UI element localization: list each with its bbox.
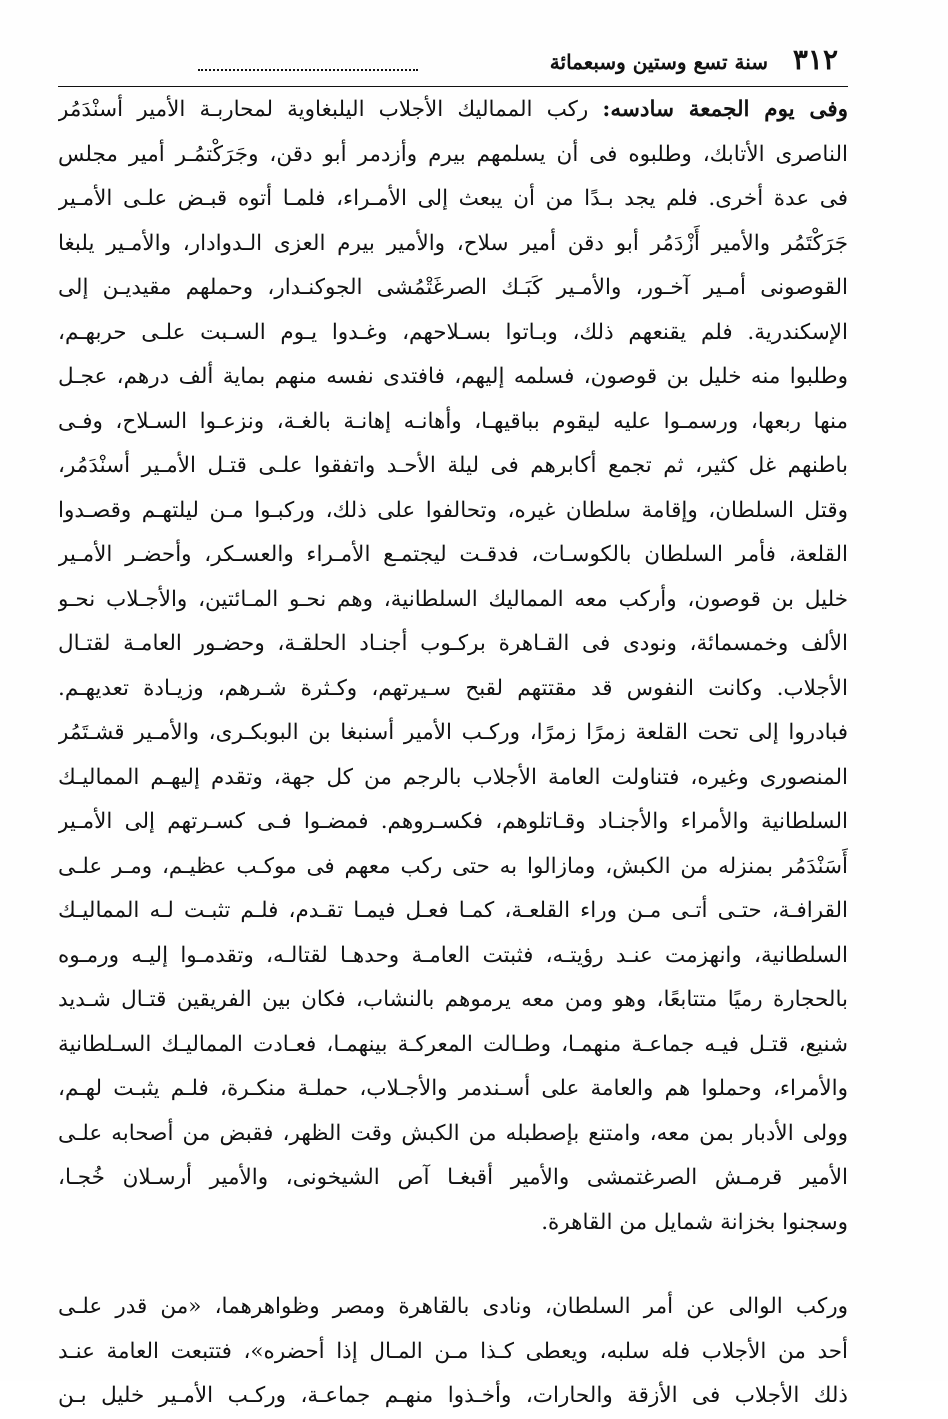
text-line: والأمراء، وحملوا هم والعامة على أسـندمر والأجـلاب، حملـة منكـرة، فلـم يثبـت لهـم، bbox=[58, 1076, 848, 1101]
text-line: الإسكندرية. فلم يقنعهم ذلك، وبـاتوا بسـلاحهم، وغـدوا يـوم السـبت علـى حربهـم، bbox=[58, 319, 848, 345]
header-rule bbox=[58, 86, 848, 87]
text-line: القلعة، فأمر السلطان بالكوسـات، فدقـت ليجتمـع الأمـراء والعسـكر، وأحضـر الأمـير bbox=[58, 542, 848, 567]
text-line: وسجنوا بخزانة شمايل من القاهرة. bbox=[541, 1209, 848, 1235]
text-line: السلطانية والأمراء والأجنـاد وقـاتلوهم، فكسـروهم. فمضـوا فـى كسـرتهم إلى الأمـير bbox=[58, 809, 848, 834]
text-line: أَسَنْدَمُر بمنزله من الكبش، ومازالوا به حتى ركب معهم فى موكـب عظيـم، ومـر علـى bbox=[58, 853, 848, 879]
text-line: وركب الوالى عن أمر السلطان، ونادى بالقاهرة ومصر وظواهرهما، «من قدر علـى bbox=[58, 1294, 848, 1319]
text-line: شنيع، قتـل فيـه جماعـة منهمـا، وطـالت المعركـة بينهمـا، فعـادت المماليـك السـلطانية bbox=[58, 1031, 848, 1057]
text-line: المنصورى وغيره، فتناولت العامة الأجلاب بالرجم من كل جهة، وتقدم إليهـم المماليـك bbox=[58, 764, 848, 790]
running-head: سنة تسع وستين وسبعمائة bbox=[549, 50, 768, 74]
dotted-leader bbox=[198, 69, 418, 71]
page-number: ٣١٢ bbox=[792, 43, 838, 76]
text-line: الأمير قرمـش الصرغتمشى والأمير أقبغـا آص الشيخونى، والأمير أرسـلان خُجـا، bbox=[58, 1165, 848, 1190]
text-line: الناصرى الأتابك، وطلبوه فى أن يسلمهم بيرم وأزدمر أبو دقن، وجَرَكْتمُـر أمير مجلس bbox=[58, 141, 848, 167]
paragraph-lead: وفى يوم الجمعة سادسه: bbox=[602, 97, 848, 122]
text-line: باطنهم غل كثير، ثم تجمع أكابرهم فى ليلة الأحـد واتفقوا علـى قتـل الأمـير أسنْدَمُر، bbox=[58, 453, 848, 478]
text-line: فى عدة أخرى. فلم يجد بـدًا من أن يبعث إلى الأمـراء، فلمـا أتوه قبـض علـى الأمـير bbox=[58, 186, 848, 211]
text-line: وطلبوا منه خليل بن قوصون، فسلمه إليهم، فافتدى نفسه منهم بماية ألف درهم، عجـل bbox=[58, 364, 848, 389]
text-line: أحد من الأجلاب فله سلبه، ويعطى كـذا مـن المـال إذا أحضره»، فتتبعت العامة عنـد bbox=[58, 1338, 848, 1364]
body-text bbox=[58, 88, 848, 1419]
paragraph-1 bbox=[58, 88, 848, 1245]
text-line: بالحجارة رميًا متتابعًا، وهو ومن معه يرموهم بالنشاب، فكان بين الفريقين قتـال شـديد bbox=[58, 987, 848, 1012]
text-line: جَرَكْتَمُر والأمير أَزْدَمُر أبو دقن أمير سلاح، والأمير بيرم العزى الـدوادار، والأمـير يلبغا bbox=[58, 230, 848, 256]
text-line: ذلك الأجلاب فى الأزقة والحارات، وأخـذوا منهـم جماعـة، وركـب الأمـير خليل بـن bbox=[58, 1383, 848, 1408]
page-header bbox=[58, 42, 838, 86]
paragraph-2 bbox=[58, 1285, 848, 1419]
text-line: خليل بن قوصون، وأركب معه المماليك السلطانية، وهم نحـو المـائتين، والأجـلاب نحـو bbox=[58, 586, 848, 612]
text-line: القرافـة، حتـى أتـى مـن وراء القلعـة، كمـا فعـل فيمـا تقـدم، فلـم تثبـت لـه المماليـك bbox=[58, 898, 848, 923]
text-line: الأجلاب. وكانت النفوس قد مقتتهم لقبح سـيرتهم، وكـثرة شـرهم، وزيـادة تعديهـم. bbox=[58, 675, 848, 701]
text-line: وقتل السلطان، وإقامة سلطان غيره، وتحالفوا على ذلك، وركبـوا مـن ليلتهـم وقصـدوا bbox=[58, 497, 848, 523]
paragraph-gap bbox=[58, 1245, 848, 1285]
text-line: منها ربعها، ورسمـوا عليه ليقوم بباقيهـا، وأهانـه إهانـة بالغـة، ونزعـوا السـلاح، وفـى bbox=[58, 408, 848, 434]
text-line: وولى الأدبار بمن معه، وامتنع بإصطبله من الكبش وقت الظهر، فقبض من أصحابه علـى bbox=[58, 1120, 848, 1146]
text-line: القوصونى أمـير آخـور، والأمـير كَبَـك الصرغَتْمُشى الجوكنـدار، وحملهم مقيديـن إلى bbox=[58, 275, 848, 300]
text-line: السلطانية، وانهزمت عنـد رؤيتـه، فثبتت العامـة وحدهـا لقتالـه، وتقدمـوا إليـه ورمـوه bbox=[58, 942, 848, 968]
text-line: الألف وخمسمائة، ونودى فى القـاهرة بركـوب أجنـاد الحلقـة، وحضـور العامـة لقتـال bbox=[58, 631, 848, 656]
text-line: وفى يوم الجمعة سادسه: ركب المماليك الأجلاب اليلبغاوية لمحاربـة الأمير أسنْدَمُر bbox=[58, 97, 848, 122]
text-line: فبادروا إلى تحت القلعة زمرًا زمرًا، وركـب الأمير أسنبغا بن البوبكـرى، والأمـير قشـتَمُر bbox=[58, 720, 848, 745]
